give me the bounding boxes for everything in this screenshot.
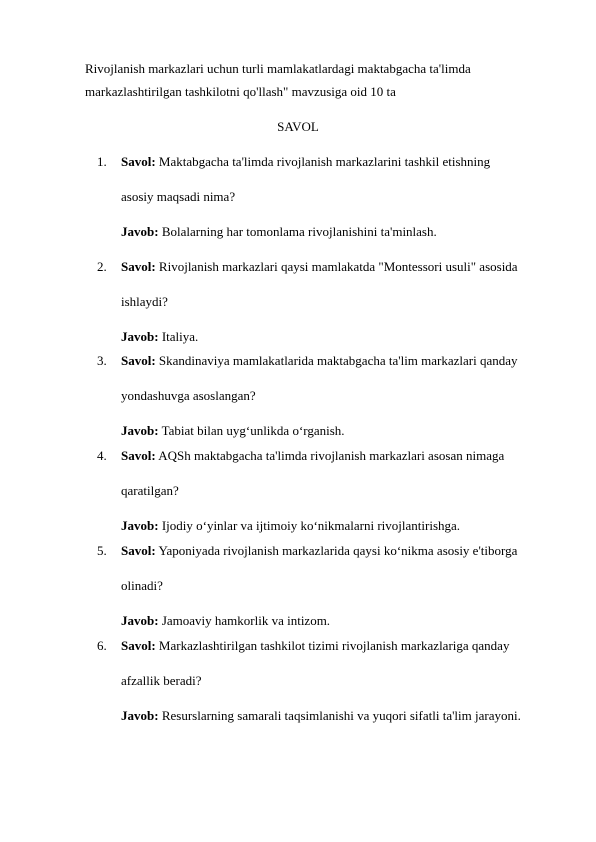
question-label: Savol: <box>121 259 156 274</box>
item-number: 6. <box>97 638 107 653</box>
answer-text: Jamoaviy hamkorlik va intizom. <box>161 613 331 628</box>
question-continuation: ishlaydi? <box>121 294 168 309</box>
answer-line <box>121 611 561 631</box>
question-line <box>121 152 561 172</box>
answer-line <box>121 706 561 726</box>
question-label: Savol: <box>121 154 156 169</box>
section-heading: SAVOL <box>277 119 319 134</box>
answer-label: Javob: <box>121 224 159 239</box>
question-text: Rivojlanish markazlari qaysi mamlakatda "Montessori usuli" asosida <box>158 259 518 274</box>
answer-text: Bolalarning har tomonlama rivojlanishini ta'minlash. <box>161 224 437 239</box>
answer-label: Javob: <box>121 708 159 723</box>
question-text: Markazlashtirilgan tashkilot tizimi rivojlanish markazlariga qanday <box>158 638 510 653</box>
answer-label: Javob: <box>121 423 159 438</box>
answer-line <box>121 222 561 242</box>
answer-text: Italiya. <box>161 329 199 344</box>
question-text: AQSh maktabgacha ta'limda rivojlanish markazlari asosan nimaga <box>158 448 505 463</box>
question-continuation: yondashuvga asoslangan? <box>121 388 256 403</box>
intro-line-1: Rivojlanish markazlari uchun turli mamlakatlardagi maktabgacha ta'limda <box>85 61 471 76</box>
question-label: Savol: <box>121 448 156 463</box>
answer-text: Resurslarning samarali taqsimlanishi va yuqori sifatli ta'lim jarayoni. <box>161 708 521 723</box>
answer-line <box>121 327 561 347</box>
question-continuation: olinadi? <box>121 578 163 593</box>
item-number: 2. <box>97 259 107 274</box>
question-text: Skandinaviya mamlakatlarida maktabgacha ta'lim markazlari qanday <box>158 353 518 368</box>
item-number: 4. <box>97 448 107 463</box>
question-label: Savol: <box>121 543 156 558</box>
question-line <box>121 257 561 277</box>
question-label: Savol: <box>121 638 156 653</box>
question-text: Maktabgacha ta'limda rivojlanish markazlarini tashkil etishning <box>158 154 491 169</box>
answer-line <box>121 421 561 441</box>
answer-label: Javob: <box>121 613 159 628</box>
question-line <box>121 636 561 656</box>
question-continuation: afzallik beradi? <box>121 673 202 688</box>
answer-text: Tabiat bilan uyg‘unlikda o‘rganish. <box>161 423 345 438</box>
item-number: 3. <box>97 353 107 368</box>
question-text: Yaponiyada rivojlanish markazlarida qaysi ko‘nikma asosiy e'tiborga <box>158 543 518 558</box>
question-continuation: asosiy maqsadi nima? <box>121 189 236 204</box>
question-continuation: qaratilgan? <box>121 483 179 498</box>
question-line <box>121 351 561 371</box>
answer-label: Javob: <box>121 518 159 533</box>
question-line <box>121 446 561 466</box>
intro-line-2: markazlashtirilgan tashkilotni qo'llash" mavzusiga oid 10 ta <box>85 84 396 99</box>
answer-text: Ijodiy o‘yinlar va ijtimoiy ko‘nikmalarni rivojlantirishga. <box>161 518 461 533</box>
answer-label: Javob: <box>121 329 159 344</box>
item-number: 1. <box>97 154 107 169</box>
item-number: 5. <box>97 543 107 558</box>
answer-line <box>121 516 561 536</box>
question-line <box>121 541 561 561</box>
question-label: Savol: <box>121 353 156 368</box>
